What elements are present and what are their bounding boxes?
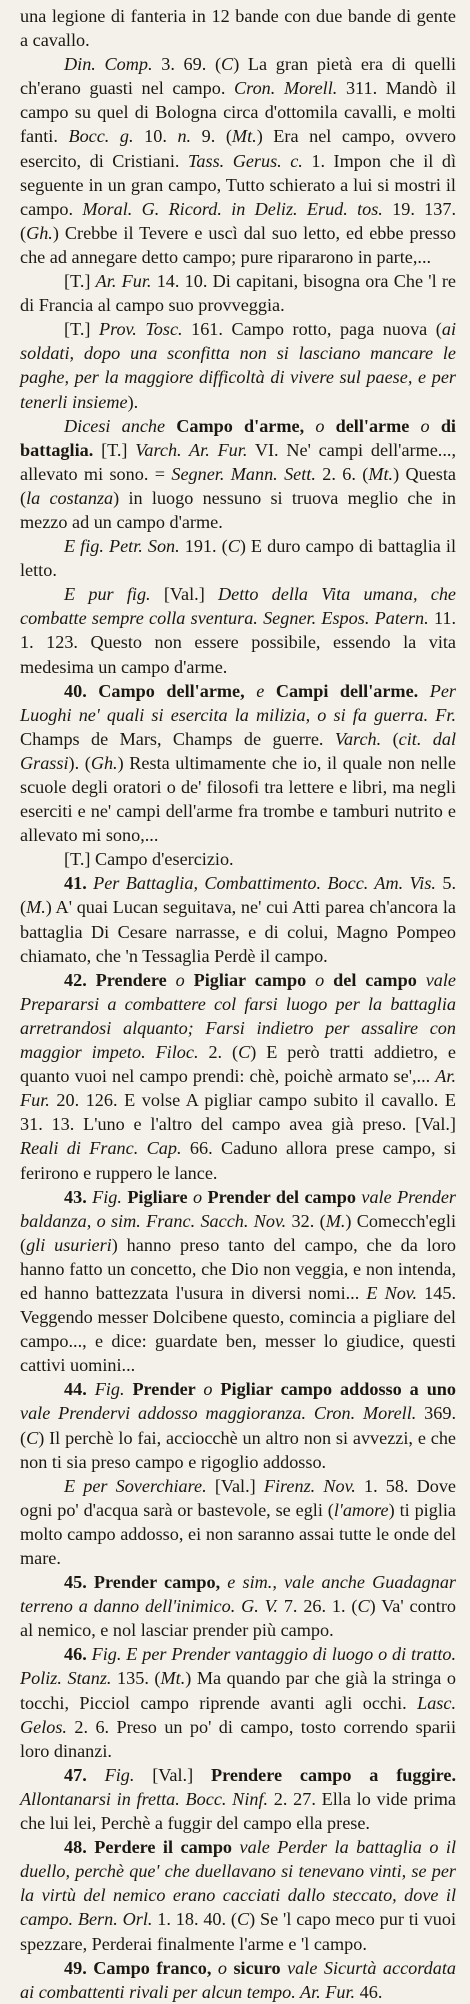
body-text: 19. 137. (	[20, 198, 456, 243]
italic-text: Fr.	[435, 704, 457, 725]
italic-text: Gh.	[26, 222, 53, 243]
italic-text: n.	[177, 126, 192, 147]
body-text: 1. 18. 40. (	[152, 1909, 237, 1930]
italic-text: o	[315, 969, 334, 990]
italic-text: l'amore	[333, 1499, 389, 1520]
italic-text: Fig.	[104, 1764, 135, 1785]
italic-text: e sim., vale anche Guadagnar terreno a danno dell'inimico. G. V.	[20, 1572, 456, 1617]
body-text: ) La gran pietà era di quelli ch'erano guasti nel campo.	[20, 54, 457, 99]
headword-text: 47.	[64, 1764, 105, 1785]
headword-text: sicuro	[233, 1957, 281, 1978]
italic-text: Mt.	[231, 126, 257, 147]
body-text: ) Il perchè lo fai, acciocchè un altro non si avvezzi, e che non ti sia preso campo e rigoglio addosso.	[20, 1427, 456, 1472]
body-text: ) E però tratti addietro, e quanto vuoi nel campo prendi: chè, poichè armato se',...	[20, 1042, 456, 1087]
italic-text: vale Prepararsi a combattere col farsi luogo per la battaglia arretrandosi alquanto; Farsi indietro per assalire con maggior impeto. Filoc.	[20, 969, 456, 1063]
body-text: [Val.]	[206, 1475, 264, 1496]
body-text: 20. 126. E volse A pigliar campo subito il cavallo. E 31. 13. L'uno e l'altro del campo avea già preso. [Val.]	[20, 1090, 456, 1135]
body-text: [T.]	[93, 439, 136, 460]
italic-text: o	[315, 415, 336, 436]
dictionary-entry-paragraph	[20, 1570, 456, 1642]
italic-text: C	[221, 54, 234, 75]
italic-text: Varch. Ar. Fur.	[135, 439, 248, 460]
dictionary-entry-paragraph	[20, 4, 456, 52]
italic-text: M.	[26, 897, 46, 918]
italic-text: la costanza	[26, 487, 114, 508]
dictionary-entry-paragraph	[20, 269, 456, 317]
headword-text: 46.	[64, 1644, 92, 1665]
dictionary-entry-paragraph	[20, 414, 456, 534]
italic-text: gli usurieri	[26, 1234, 112, 1255]
headword-text: 40. Campo dell'arme,	[64, 680, 257, 701]
italic-text: vale Perder la battaglia o il duello, perchè que' che duellavano si tenevano vinti, se per la virtù del nemico erano cacciati dallo steccato, dove il campo. Bern. Orl.	[20, 1837, 456, 1930]
italic-text: Din. Comp.	[64, 54, 153, 75]
italic-text: vale Prender baldanza, o sim. Franc. Sacch. Nov.	[20, 1186, 456, 1231]
body-text: 11. 1. 123. Questo non essere possibile, essendo la vita medesima un campo d'arme.	[20, 608, 457, 677]
dictionary-entry-paragraph	[20, 1474, 456, 1570]
body-text: 32. (	[286, 1210, 326, 1231]
dictionary-entry-paragraph	[20, 968, 456, 1185]
headword-text: Prender del campo	[207, 1186, 356, 1207]
italic-text: cit. dal Grassi	[20, 728, 457, 773]
body-text: ) E duro campo di battaglia il letto.	[20, 536, 456, 581]
body-text: ) in luogo nessuno si truova meglio che in mezzo ad un campo d'arme.	[20, 487, 456, 532]
italic-text: o	[175, 969, 194, 990]
italic-text: Moral. G. Ricord. in Deliz. Erud. tos.	[82, 198, 383, 219]
italic-text: Mt.	[368, 463, 394, 484]
italic-text: Ar. Fur.	[95, 271, 152, 292]
body-text: VI. Ne' campi dell'arme..., allevato mi sono. =	[20, 439, 456, 484]
body-text: 135. (	[111, 1668, 161, 1689]
body-text: 191. (	[179, 536, 228, 557]
headword-text: 42. Prendere	[64, 969, 176, 990]
dictionary-entry-paragraph	[20, 1642, 456, 1762]
body-text: una legione di fanteria in 12 bande con due bande di gente a cavallo.	[20, 6, 456, 51]
body-text: (	[381, 728, 399, 749]
italic-text: ai soldati, dopo una sconfitta non si lasciano mancare le paghe, per la maggiore difficoltà di vivere sul paese, e per tenerli insieme	[20, 319, 456, 412]
italic-text: C	[238, 1042, 251, 1063]
italic-text: Firenz. Nov.	[263, 1475, 356, 1496]
italic-text: vale Prendervi addosso maggioranza. Cron. Morell.	[20, 1403, 417, 1424]
body-text: ) Questa (	[20, 463, 456, 508]
dictionary-entry-paragraph	[20, 582, 456, 678]
body-text: 7. 26. 1. (	[277, 1596, 358, 1617]
italic-text: Mt.	[160, 1668, 186, 1689]
italic-text: E per Soverchiare.	[64, 1475, 207, 1496]
dictionary-entry-paragraph	[20, 1377, 456, 1473]
italic-text: C	[357, 1596, 370, 1617]
italic-text: E Nov.	[366, 1282, 418, 1303]
body-text: 2. (	[198, 1042, 239, 1063]
headword-text: Prender	[124, 1379, 204, 1400]
body-text: 2. 27. Ella lo vide prima che lui lei, Perchè a fuggir del campo ella prese.	[20, 1788, 456, 1834]
italic-text: E fig. Petr. Son.	[64, 536, 180, 557]
headword-text: 49. Campo franco,	[64, 1957, 218, 1978]
italic-text: Per Luoghi ne' quali si esercita la milizia, o si fa guerra.	[20, 680, 456, 725]
body-text: [Val.]	[150, 584, 218, 605]
body-text: ) hanno preso tanto del campo, che da loro hanno fatto un concetto, che Dio non veggia, e non intenda, ed hanno battezzata l'usura in diversi nomi...	[20, 1234, 456, 1303]
italic-text: Fig. E per Prender vantaggio di luogo o di tratto. Poliz. Stanz.	[20, 1644, 457, 1689]
headword-text: Pigliar campo addosso a uno	[220, 1379, 457, 1400]
italic-text: Gh.	[90, 752, 118, 773]
body-text: 46.	[355, 1981, 383, 2002]
body-text: ) Era nel campo, ovvero esercito, di Cristiani.	[20, 126, 457, 171]
body-text: [Val.]	[134, 1764, 212, 1785]
body-text: 2. 6. Preso un po' di campo, tosto correndo sparii loro dinanzi.	[20, 1716, 456, 1761]
italic-text: o	[203, 1379, 221, 1400]
body-text: ) Resta ultimamente che io, il quale non nelle scuole degli oratori o de' filosofi tra lettere e libri, ma negli eserciti e ne' campi dell'arme fra trombe e tamburi nutrito e allevato mi sono,...	[20, 752, 456, 846]
body-text: ). (	[68, 752, 91, 773]
body-text: 161. Campo rotto, paga nuova (	[182, 319, 442, 340]
body-text: ) Crebbe il Tevere e uscì dal suo letto, ed ebbe presso che ad annegare detto campo; pure ripararono in parte,...	[20, 222, 456, 267]
italic-text: Reali di Franc. Cap.	[20, 1138, 182, 1159]
body-text: [T.]	[64, 319, 99, 340]
italic-text: C	[227, 536, 240, 557]
italic-text: E pur fig.	[64, 584, 151, 605]
headword-text: Pigliare	[121, 1186, 193, 1207]
italic-text: o	[420, 415, 441, 436]
body-text: Champs de Mars, Champs de guerre.	[20, 728, 335, 749]
dictionary-entry-paragraph	[20, 1763, 456, 1835]
italic-text: Ar. Fur.	[20, 1066, 456, 1111]
body-text: 311. Mandò il campo su quel di Bologna circa d'ottomila cavalli, e molti fanti.	[20, 78, 456, 147]
italic-text: Varch.	[334, 728, 382, 749]
dictionary-entry-paragraph	[20, 317, 456, 413]
dictionary-entry-paragraph	[20, 1185, 456, 1378]
italic-text: Dicesi anche	[64, 415, 177, 436]
body-text: ) ti piglia molto campo addosso, ei non saranno assai tutte le onde del mare.	[20, 1499, 456, 1568]
italic-text: Tass. Gerus. c.	[187, 150, 303, 171]
headword-text: dell'arme	[335, 415, 421, 436]
italic-text: M.	[325, 1210, 346, 1231]
italic-text: o	[217, 1957, 234, 1978]
italic-text: Lasc. Gelos.	[20, 1692, 456, 1737]
headword-text: del campo	[333, 969, 417, 990]
dictionary-entry-paragraph	[20, 1956, 456, 2004]
dictionary-column	[20, 4, 456, 2004]
body-text: 10.	[133, 126, 178, 147]
headword-text: 43.	[64, 1186, 93, 1207]
dictionary-entry-paragraph	[20, 1835, 456, 1955]
body-text: 3. 69. (	[152, 54, 222, 75]
italic-text: o	[193, 1186, 208, 1207]
italic-text: vale Sicurtà accordata ai combattenti rivali per alcun tempo. Ar. Fur.	[20, 1957, 456, 2002]
headword-text: Campi dell'arme.	[275, 680, 419, 701]
headword-text: 48. Perdere il campo	[64, 1837, 233, 1858]
body-text: 2. 6. (	[315, 463, 369, 484]
italic-text: Prov. Tosc.	[98, 319, 183, 340]
body-text: [T.] Campo d'esercizio.	[64, 849, 234, 870]
headword-text: Prendere campo a fuggire.	[211, 1764, 457, 1785]
italic-text: C	[236, 1909, 250, 1930]
italic-text: Fig.	[92, 1186, 122, 1207]
body-text: 145. Veggendo messer Dolcibene questo, comincia a pigliare del campo..., e dice: guardate ben, messer lo giudice, questi cattivi uomini...	[20, 1282, 457, 1376]
body-text: 5. (	[20, 873, 456, 918]
body-text: ).	[127, 391, 139, 412]
dictionary-entry-paragraph	[20, 847, 456, 871]
body-text: ) A' quai Lucan seguitava, ne' cui Atti parea ch'ancora la battaglia Di Cesare narrasse, e di colui, Magno Pompeo chiamato, che 'n Tessaglia Perdè il campo.	[20, 897, 456, 966]
italic-text: Per Battaglia, Combattimento. Bocc. Am. Vis.	[93, 873, 436, 894]
italic-text: Cron. Morell.	[234, 78, 338, 99]
body-text: 66. Caduno allora prese campo, si ferirono e ruppero le lance.	[20, 1138, 456, 1183]
italic-text: Detto della Vita umana, che combatte sempre colla sventura. Segner. Espos. Patern.	[20, 584, 456, 629]
headword-text: Campo d'arme,	[176, 415, 316, 436]
headword-text: 41.	[64, 873, 94, 894]
italic-text: Fig.	[94, 1379, 125, 1400]
dictionary-entry-paragraph	[20, 534, 456, 582]
italic-text: Bocc. g.	[68, 126, 134, 147]
headword-text: Pigliar campo	[193, 969, 316, 990]
headword-text: 45. Prender campo,	[64, 1572, 228, 1593]
headword-text: 44.	[64, 1379, 95, 1400]
italic-text: Segner. Mann. Sett.	[171, 463, 316, 484]
body-text: 14. 10. Di capitani, bisogna ora Che 'l re di Francia al campo suo provveggia.	[20, 271, 457, 316]
dictionary-entry-paragraph	[20, 52, 456, 269]
dictionary-entry-paragraph	[20, 679, 456, 848]
body-text: 9. (	[191, 126, 232, 147]
body-text: 369. (	[20, 1403, 457, 1448]
italic-text: C	[26, 1427, 39, 1448]
dictionary-entry-paragraph	[20, 871, 456, 967]
body-text: ) Se 'l capo meco pur ti vuoi spezzare, Perderai finalmente l'arme e 'l campo.	[20, 1909, 456, 1954]
body-text: 1. Impon che il dì seguente in un gran campo, Tutto schierato a lui si mostri il campo.	[20, 150, 457, 219]
headword-text: di battaglia.	[20, 415, 456, 460]
body-text: ) Ma quando par che già la stringa o tocchi, Picciol campo riprende avanti agli occhi.	[20, 1668, 456, 1713]
body-text: ) Comecch'egli (	[20, 1210, 457, 1255]
italic-text: Allontanarsi in fretta. Bocc. Ninf.	[20, 1788, 269, 1809]
body-text: [T.]	[64, 271, 96, 292]
body-text: 1. 58. Dove ogni po' d'acqua sarà or bastevole, se egli (	[20, 1475, 456, 1520]
body-text: ) Va' contro al nemico, e nol lasciar prender più campo.	[20, 1596, 456, 1641]
italic-text: e	[256, 680, 276, 701]
